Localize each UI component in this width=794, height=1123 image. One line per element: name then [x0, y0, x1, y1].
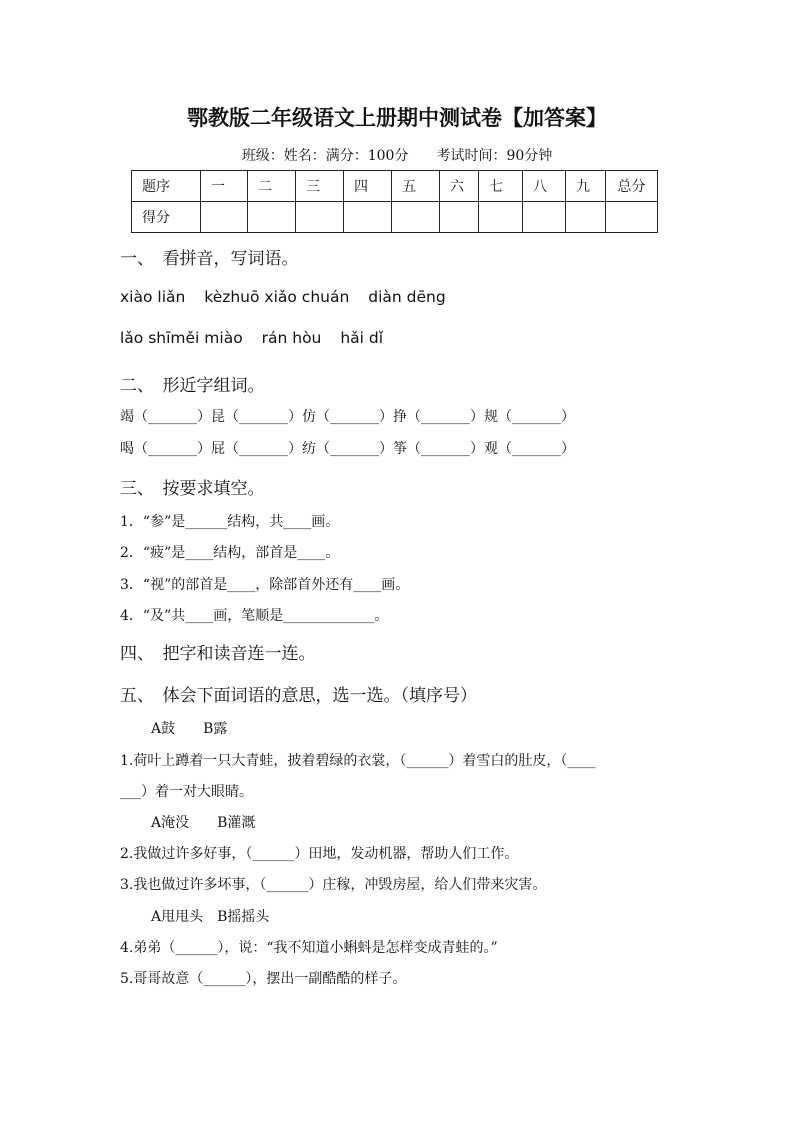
question-1-line-1: 1.荷叶上蹲着一只大青蛙，披着碧绿的衣裳，（______）着雪白的肚皮，（____ [120, 753, 596, 769]
pinyin-word: lǎo shīměi miào [120, 329, 243, 347]
similar-chars-row-2: 喝（_______）屁（_______）纺（_______）筝（_______）观（_______） [120, 441, 575, 457]
score-header-cell: 五 [392, 171, 440, 202]
score-table [131, 170, 658, 233]
question-3: 3.我也做过许多坏事，（______）庄稼，冲毁房屋，给人们带来灾害。 [120, 877, 547, 893]
score-cell[interactable] [248, 202, 296, 233]
score-table-score-row [132, 202, 658, 233]
score-cell[interactable] [440, 202, 479, 233]
fill-item: 3．“视”的部首是____，除部首外还有____画。 [120, 577, 410, 593]
score-cell[interactable] [201, 202, 248, 233]
score-cell[interactable] [392, 202, 440, 233]
pinyin-word: hǎi dǐ [340, 329, 384, 347]
section-2-heading: 二、 形近字组词。 [120, 376, 265, 396]
score-cell[interactable] [479, 202, 523, 233]
section-3-heading: 三、 按要求填空。 [120, 479, 265, 499]
pinyin-word: diàn dēng [368, 288, 446, 306]
word-options-2: A淹没 B灌溉 [151, 815, 256, 831]
section-5-heading: 五、 体会下面词语的意思，选一选。（填序号） [120, 686, 477, 706]
pinyin-line-2 [120, 329, 397, 347]
question-4: 4.弟弟（______），说：“我不知道小蝌蚪是怎样变成青蛙的。” [120, 940, 498, 956]
word-options-1: A鼓 B露 [151, 721, 228, 737]
page-title: 鄂教版二年级语文上册期中测试卷【加答案】 [187, 105, 607, 130]
score-cell[interactable] [523, 202, 566, 233]
exam-info: 班级：姓名：满分：100分 考试时间：90分钟 [241, 148, 553, 164]
score-header-cell: 六 [440, 171, 479, 202]
score-cell[interactable] [606, 202, 658, 233]
score-header-cell: 三 [296, 171, 344, 202]
score-header-cell: 总分 [606, 171, 658, 202]
fill-item: 1．“参”是______结构，共____画。 [120, 514, 340, 530]
score-header-cell: 九 [566, 171, 606, 202]
score-header-cell: 八 [523, 171, 566, 202]
question-1-line-2: ___）着一对大眼睛。 [120, 784, 253, 800]
score-row-label: 得分 [132, 202, 201, 233]
section-1-heading: 一、 看拼音，写词语。 [120, 249, 299, 269]
similar-chars-row-1: 竭（_______）昆（_______）仿（_______）挣（_______）规（_______） [120, 409, 575, 425]
fill-item: 2．“疲”是____结构，部首是____。 [120, 545, 340, 561]
score-header-cell: 题序 [132, 171, 201, 202]
fill-item: 4．“及”共____画，笔顺是_____________。 [120, 608, 389, 624]
score-cell[interactable] [566, 202, 606, 233]
word-options-3: A甩甩头 B摇摇头 [151, 909, 270, 925]
section-4-heading: 四、 把字和读音连一连。 [120, 644, 316, 664]
question-2: 2.我做过许多好事，（______）田地，发动机器，帮助人们工作。 [120, 846, 519, 862]
question-5: 5.哥哥故意（______），摆出一副酷酷的样子。 [120, 971, 407, 987]
pinyin-word: kèzhuō xiǎo chuán [204, 288, 350, 306]
pinyin-word: xiào liǎn [120, 288, 186, 306]
score-header-cell: 二 [248, 171, 296, 202]
pinyin-line-1 [120, 288, 460, 306]
pinyin-word: rán hòu [261, 329, 322, 347]
score-cell[interactable] [344, 202, 392, 233]
score-header-cell: 一 [201, 171, 248, 202]
score-header-cell: 四 [344, 171, 392, 202]
score-cell[interactable] [296, 202, 344, 233]
score-table-header-row [132, 171, 658, 202]
score-header-cell: 七 [479, 171, 523, 202]
